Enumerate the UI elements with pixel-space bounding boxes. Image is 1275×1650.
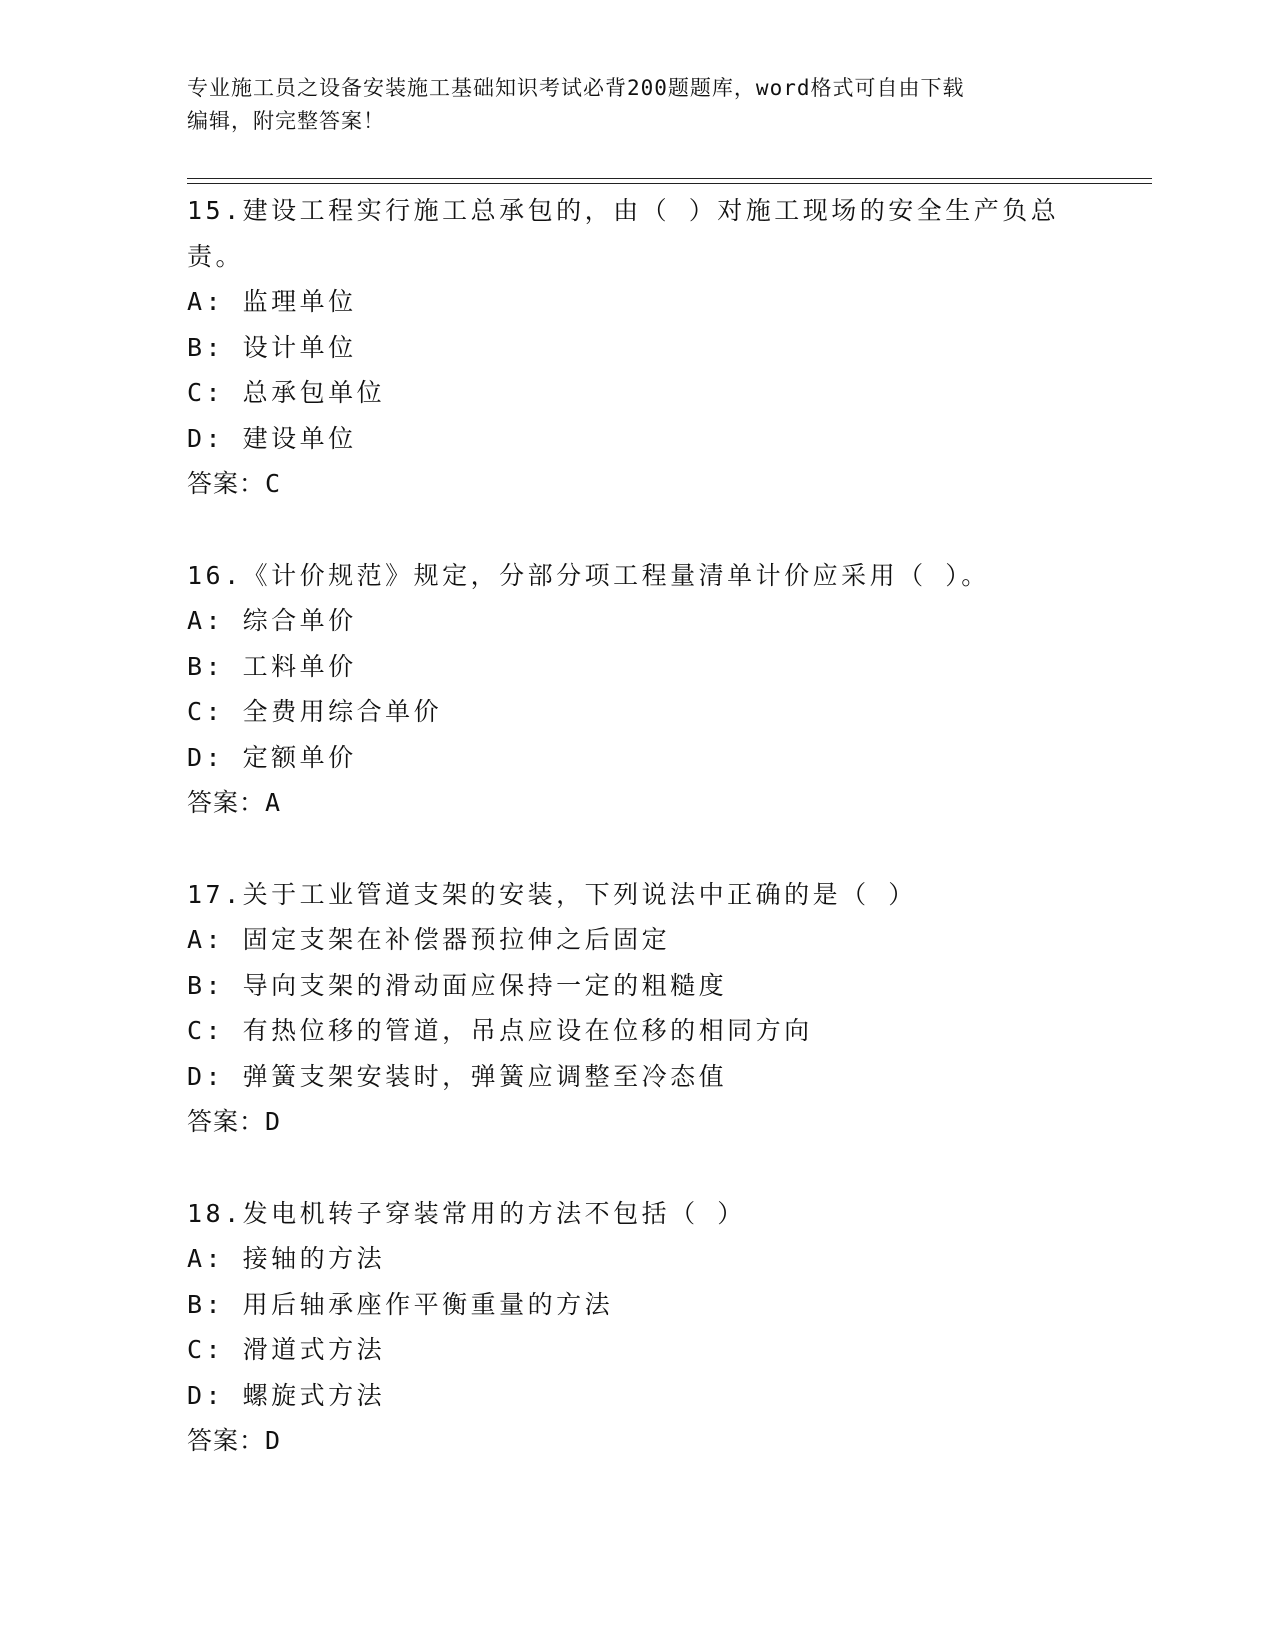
answer-line xyxy=(187,461,1087,507)
question-stem: 17.关于工业管道支架的安装，下列说法中正确的是（ ） xyxy=(187,879,917,909)
answer-line xyxy=(187,780,1087,826)
option-a: A: 接轴的方法 xyxy=(187,1244,386,1273)
answer-label: 答案： xyxy=(187,1426,266,1455)
header-title-line-1: 专业施工员之设备安装施工基础知识考试必背200题题库，word格式可自由下载 xyxy=(187,76,965,100)
option-c: C: 总承包单位 xyxy=(187,378,386,407)
question-16 xyxy=(187,553,1087,826)
answer-value: D xyxy=(265,1426,282,1455)
header-divider-top xyxy=(187,178,1152,179)
option-a: A: 固定支架在补偿器预拉伸之后固定 xyxy=(187,925,671,954)
question-17 xyxy=(187,872,1087,1145)
option-d: D: 弹簧支架安装时，弹簧应调整至冷态值 xyxy=(187,1061,728,1091)
header-title-line-2: 编辑，附完整答案！ xyxy=(187,109,385,133)
document-header xyxy=(187,72,1087,138)
question-stem: 15.建设工程实行施工总承包的，由（ ）对施工现场的安全生产负总 xyxy=(187,196,1060,225)
option-c: C: 有热位移的管道，吊点应设在位移的相同方向 xyxy=(187,1016,813,1045)
option-a: A: 综合单价 xyxy=(187,606,357,635)
option-c: C: 全费用综合单价 xyxy=(187,697,443,726)
answer-label: 答案： xyxy=(187,1107,266,1136)
option-b: B: 导向支架的滑动面应保持一定的粗糙度 xyxy=(187,970,728,1000)
question-stem-continuation: 责。 xyxy=(187,241,245,271)
option-c: C: 滑道式方法 xyxy=(187,1335,386,1364)
answer-value: A xyxy=(265,788,282,817)
answer-label: 答案： xyxy=(187,788,266,817)
option-b: B: 工料单价 xyxy=(187,651,357,681)
option-d: D: 定额单价 xyxy=(187,742,357,772)
answer-label: 答案： xyxy=(187,469,266,498)
answer-line xyxy=(187,1418,1087,1464)
option-d: D: 建设单位 xyxy=(187,423,357,453)
question-stem: 16.《计价规范》规定，分部分项工程量清单计价应采用（ ）。 xyxy=(187,560,990,590)
question-list xyxy=(187,188,1087,1464)
option-d: D: 螺旋式方法 xyxy=(187,1380,386,1410)
question-stem: 18.发电机转子穿装常用的方法不包括（ ） xyxy=(187,1198,746,1228)
option-a: A: 监理单位 xyxy=(187,287,357,316)
option-b: B: 用后轴承座作平衡重量的方法 xyxy=(187,1289,614,1319)
answer-value: D xyxy=(265,1107,282,1136)
answer-value: C xyxy=(265,469,282,498)
question-18 xyxy=(187,1191,1087,1464)
header-divider-bottom xyxy=(187,183,1152,184)
option-b: B: 设计单位 xyxy=(187,332,357,362)
answer-line xyxy=(187,1099,1087,1145)
question-15 xyxy=(187,188,1087,507)
